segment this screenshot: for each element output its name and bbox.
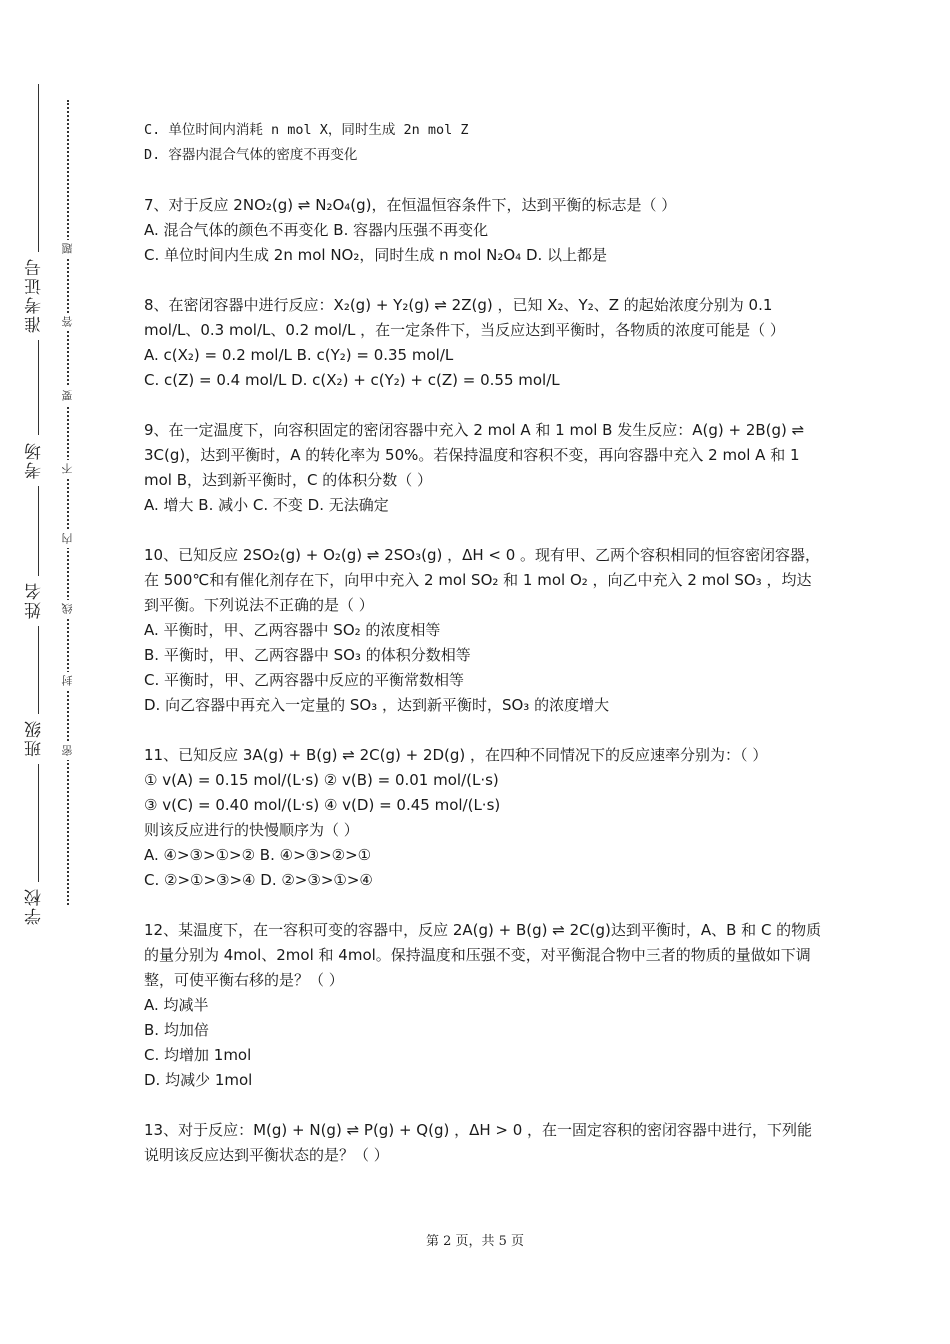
seal-dotted-line <box>67 100 69 905</box>
seal-char: 答 <box>59 313 77 331</box>
question-7 <box>144 193 824 268</box>
question-10 <box>144 543 824 718</box>
options-line: A. 增大 B. 减小 C. 不变 D. 无法确定 <box>144 496 389 514</box>
option-b: B. 均加倍 <box>144 1021 209 1039</box>
question-6-tail <box>144 118 824 168</box>
option-c: C. 单位时间内消耗 n mol X，同时生成 2n mol Z <box>144 122 469 138</box>
question-8 <box>144 293 824 393</box>
rate-line: ① v(A) = 0.15 mol/(L·s) ② v(B) = 0.01 mol/(L·s) <box>144 771 499 789</box>
question-11 <box>144 743 824 893</box>
line-segment <box>38 340 39 435</box>
option-c: C. 平衡时，甲、乙两容器中反应的平衡常数相等 <box>144 671 465 689</box>
question-content <box>144 118 824 1168</box>
option-d: D. 均减少 1mol <box>144 1071 253 1089</box>
options-line: C. 单位时间内生成 2n mol NO₂，同时生成 n mol N₂O₄ D. 以上都是 <box>144 246 608 264</box>
question-ask: 则该反应进行的快慢顺序为（ ） <box>144 821 359 839</box>
question-stem: 12、某温度下，在一容积可变的容器中，反应 2A(g) + B(g) ⇌ 2C(g)达到平衡时，A、B 和 C 的物质的量分别为 4mol、2mol 和 4mol。保持温度和压强不变，对平衡混合物中三者的物质的量做如下调整，可使平衡右移的是？（ ） <box>144 921 822 989</box>
question-stem: 13、对于反应：M(g) + N(g) ⇌ P(g) + Q(g) ，ΔH > 0 ，在一固定容积的密闭容器中进行，下列能说明该反应达到平衡状态的是？（ ） <box>144 1121 813 1164</box>
binding-margin <box>0 0 110 1344</box>
line-segment <box>38 486 39 576</box>
line-segment <box>38 764 39 882</box>
field-label-class: 班级 <box>25 719 45 757</box>
options-line: A. 混合气体的颜色不再变化 B. 容器内压强不再变化 <box>144 221 489 239</box>
field-label-name: 姓名 <box>25 581 45 619</box>
question-stem: 9、在一定温度下，向容积固定的密闭容器中充入 2 mol A 和 1 mol B 发生反应：A(g) + 2B(g) ⇌ 3C(g)，达到平衡时，A 的转化率为 50%。若保持温度和容积不变，再向容器中充入 2 mol A 和 1 mol B，达到新平衡时，C 的体积分数（ ） <box>144 421 805 489</box>
seal-char: 不 <box>59 460 77 478</box>
question-13 <box>144 1118 824 1168</box>
option-b: B. 平衡时，甲、乙两容器中 SO₃ 的体积分数相等 <box>144 646 471 664</box>
field-label-exam-room: 考场 <box>25 441 45 479</box>
option-d: D. 向乙容器中再充入一定量的 SO₃ ，达到新平衡时，SO₃ 的浓度增大 <box>144 696 610 714</box>
option-c: C. 均增加 1mol <box>144 1046 252 1064</box>
question-9 <box>144 418 824 518</box>
option-a: A. 均减半 <box>144 996 209 1014</box>
question-stem: 11、已知反应 3A(g) + B(g) ⇌ 2C(g) + 2D(g) ，在四种不同情况下的反应速率分别为：（ ） <box>144 746 768 764</box>
options-line: C. c(Z) = 0.4 mol/L D. c(X₂) + c(Y₂) + c(Z) = 0.55 mol/L <box>144 371 560 389</box>
option-d: D. 容器内混合气体的密度不再变化 <box>144 147 358 163</box>
line-segment <box>38 626 39 714</box>
options-line: A. ④>③>①>② B. ④>③>②>① <box>144 846 372 864</box>
seal-char: 封 <box>59 672 77 690</box>
rate-line: ③ v(C) = 0.40 mol/(L·s) ④ v(D) = 0.45 mol/(L·s) <box>144 796 501 814</box>
line-segment <box>38 84 39 252</box>
field-label-school: 学校 <box>25 887 45 925</box>
seal-char: 题 <box>59 240 77 258</box>
question-stem: 8、在密闭容器中进行反应：X₂(g) + Y₂(g) ⇌ 2Z(g) ，已知 X₂、Y₂、Z 的起始浓度分别为 0.1 mol/L、0.3 mol/L、0.2 mol/L ，在一定条件下，当反应达到平衡时，各物质的浓度可能是（ ） <box>144 296 785 339</box>
question-stem: 10、已知反应 2SO₂(g) + O₂(g) ⇌ 2SO₃(g) ，ΔH < 0 。现有甲、乙两个容积相同的恒容密闭容器，在 500℃和有催化剂存在下，向甲中充入 2 mol SO₂ 和 1 mol O₂ ，向乙中充入 2 mol SO₃ ，均达到平衡。下列说法不正确的是（ ） <box>144 546 821 614</box>
seal-char: 要 <box>59 387 77 405</box>
options-line: A. c(X₂) = 0.2 mol/L B. c(Y₂) = 0.35 mol/L <box>144 346 454 364</box>
option-a: A. 平衡时，甲、乙两容器中 SO₂ 的浓度相等 <box>144 621 441 639</box>
seal-char: 内 <box>59 530 77 548</box>
question-12 <box>144 918 824 1093</box>
page-number-footer: 第 2 页，共 5 页 <box>425 1234 525 1249</box>
field-label-exam-id: 准考证号 <box>25 257 45 333</box>
seal-char: 密 <box>59 742 77 760</box>
question-stem: 7、对于反应 2NO₂(g) ⇌ N₂O₄(g)，在恒温恒容条件下，达到平衡的标志是（ ） <box>144 196 677 214</box>
seal-char: 线 <box>59 600 77 618</box>
options-line: C. ②>①>③>④ D. ②>③>①>④ <box>144 871 373 889</box>
